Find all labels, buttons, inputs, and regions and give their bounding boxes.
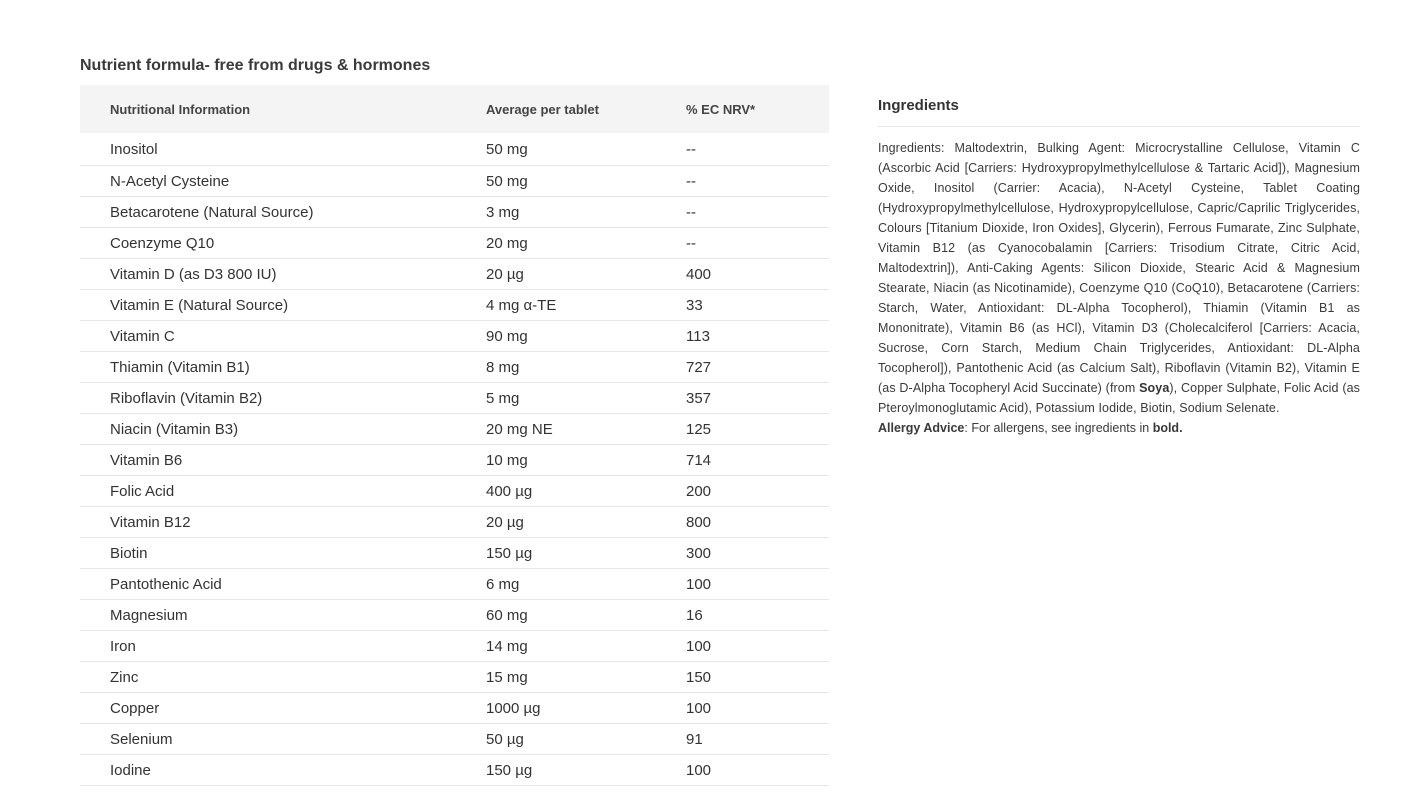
table-header-row: [80, 85, 829, 133]
nutrient-average: 150 µg: [486, 538, 686, 569]
nutrient-name: Vitamin D (as D3 800 IU): [80, 259, 486, 290]
nutrient-nrv: --: [686, 166, 829, 197]
nutrient-name: Betacarotene (Natural Source): [80, 197, 486, 228]
nutrient-nrv: 100: [686, 693, 829, 724]
table-row: [80, 693, 829, 724]
nutrient-name: Vitamin C: [80, 321, 486, 352]
nutrient-name: Biotin: [80, 538, 486, 569]
nutrient-name: Inositol: [80, 133, 486, 166]
header-average-per-tablet: Average per tablet: [486, 101, 599, 117]
nutrient-average: 20 mg NE: [486, 414, 686, 445]
nutrient-average: 150 µg: [486, 755, 686, 786]
table-row: [80, 724, 829, 755]
ingredients-text-part-2: ), Copper Sulphate, Folic Acid (as Pteroylmonoglutamic Acid), Potassium Iodide, Biotin, Sodium Selenate.: [878, 381, 1360, 415]
nutrient-name: Vitamin B12: [80, 507, 486, 538]
table-row: [80, 133, 829, 166]
table-row: [80, 476, 829, 507]
nutrient-name: Iron: [80, 631, 486, 662]
nutrient-name: Copper: [80, 693, 486, 724]
nutrient-name: Vitamin E (Natural Source): [80, 290, 486, 321]
table-row: [80, 662, 829, 693]
table-row: [80, 197, 829, 228]
table-row: [80, 352, 829, 383]
allergy-advice-text: : For allergens, see ingredients in: [964, 421, 1153, 435]
nutrient-nrv: 100: [686, 569, 829, 600]
nutrient-section: [80, 56, 799, 779]
ingredients-text-part-1: Ingredients: Maltodextrin, Bulking Agent: Microcrystalline Cellulose, Vitamin C (Ascorbic Acid [Carriers: Hydroxypropylmethylcellulose & Tartaric Acid]), Magnesium Oxide, Inositol (Carrier: Acacia), N-Acetyl Cysteine, Tablet Coating (Hydroxypropylmethylcellulose, Hydroxypropylcellulose, Capric/Caprilic Triglycerides, Colours [Titanium Dioxide, Iron Oxides], Glycerin), Ferrous Fumarate, Zinc Sulphate, Vitamin B12 (as Cyanocobalamin [Carriers: Trisodium Citrate, Citric Acid, Maltodextrin]), Anti-Caking Agents: Silicon Dioxide, Stearic Acid & Magnesium Stearate, Niacin (as Nicotinamide), Coenzyme Q10 (CoQ10), Betacarotene (Carriers: Starch, Water, Antioxidant: DL-Alpha Tocopherol), Thiamin (Vitamin B1 as Mononitrate), Vitamin B6 (as HCl), Vitamin D3 (Cholecalciferol [Carriers: Acacia, Sucrose, Corn Starch, Medium Chain Triglycerides, Antioxidant: DL-Alpha Tocopherol]), Pantothenic Acid (as Calcium Salt), Riboflavin (Vitamin B2), Vitamin E (as D-Alpha Tocopheryl Acid Succinate) (from: [878, 141, 1360, 395]
nutrient-name: Thiamin (Vitamin B1): [80, 352, 486, 383]
nutrient-nrv: --: [686, 197, 829, 228]
header-nutritional-information: Nutritional Information: [110, 101, 251, 117]
nutrient-average: 8 mg: [486, 352, 686, 383]
nutrient-nrv: 113: [686, 321, 829, 352]
nutrition-table-body: [80, 133, 829, 786]
nutrient-nrv: 150: [686, 662, 829, 693]
table-row: [80, 228, 829, 259]
table-row: [80, 600, 829, 631]
nutrient-nrv: 714: [686, 445, 829, 476]
nutrient-average: 15 mg: [486, 662, 686, 693]
nutrient-average: 50 mg: [486, 133, 686, 166]
table-row: [80, 259, 829, 290]
nutrient-nrv: 16: [686, 600, 829, 631]
nutrient-name: Pantothenic Acid: [80, 569, 486, 600]
nutrient-average: 1000 µg: [486, 693, 686, 724]
nutrient-average: 20 mg: [486, 228, 686, 259]
nutrient-nrv: 727: [686, 352, 829, 383]
table-row: [80, 507, 829, 538]
nutrient-nrv: 200: [686, 476, 829, 507]
nutrient-name: Magnesium: [80, 600, 486, 631]
header-ec-nrv: % EC NRV*: [686, 101, 756, 117]
nutrient-average: 60 mg: [486, 600, 686, 631]
nutrient-average: 6 mg: [486, 569, 686, 600]
nutrient-average: 20 µg: [486, 507, 686, 538]
nutrient-average: 400 µg: [486, 476, 686, 507]
nutrient-nrv: 357: [686, 383, 829, 414]
nutrient-nrv: 300: [686, 538, 829, 569]
nutrient-name: Vitamin B6: [80, 445, 486, 476]
nutrient-name: Niacin (Vitamin B3): [80, 414, 486, 445]
nutrient-name: N-Acetyl Cysteine: [80, 166, 486, 197]
nutrient-average: 5 mg: [486, 383, 686, 414]
table-row: [80, 445, 829, 476]
table-row: [80, 755, 829, 786]
table-row: [80, 166, 829, 197]
nutrient-nrv: 800: [686, 507, 829, 538]
table-row: [80, 631, 829, 662]
nutrient-name: Iodine: [80, 755, 486, 786]
nutrient-name: Zinc: [80, 662, 486, 693]
table-row: [80, 569, 829, 600]
nutrient-nrv: --: [686, 133, 829, 166]
allergy-advice: [878, 418, 1360, 438]
nutrient-name: Coenzyme Q10: [80, 228, 486, 259]
allergy-advice-bold: bold.: [1152, 421, 1183, 435]
nutrient-average: 50 µg: [486, 724, 686, 755]
nutrient-nrv: 33: [686, 290, 829, 321]
allergy-advice-label: Allergy Advice: [878, 421, 965, 435]
nutrient-average: 4 mg α-TE: [486, 290, 686, 321]
nutrient-nrv: 125: [686, 414, 829, 445]
nutrient-name: Selenium: [80, 724, 486, 755]
nutrition-table: [80, 85, 829, 786]
nutrient-nrv: 100: [686, 755, 829, 786]
nutrient-name: Folic Acid: [80, 476, 486, 507]
nutrient-nrv: 400: [686, 259, 829, 290]
nutrient-name: Riboflavin (Vitamin B2): [80, 383, 486, 414]
ingredients-section: [878, 96, 1360, 438]
nutrient-nrv: 100: [686, 631, 829, 662]
nutrient-average: 50 mg: [486, 166, 686, 197]
nutrient-nrv: 91: [686, 724, 829, 755]
nutrient-section-title: Nutrient formula- free from drugs & hormones: [80, 57, 431, 74]
ingredients-text: [878, 138, 1360, 418]
table-row: [80, 321, 829, 352]
nutrient-average: 10 mg: [486, 445, 686, 476]
nutrient-average: 20 µg: [486, 259, 686, 290]
ingredients-allergen-bold: Soya: [1139, 381, 1170, 395]
nutrient-average: 3 mg: [486, 197, 686, 228]
table-row: [80, 383, 829, 414]
table-row: [80, 414, 829, 445]
table-row: [80, 538, 829, 569]
ingredients-title: Ingredients: [878, 96, 1360, 127]
table-row: [80, 290, 829, 321]
nutrient-average: 90 mg: [486, 321, 686, 352]
nutrient-average: 14 mg: [486, 631, 686, 662]
nutrient-nrv: --: [686, 228, 829, 259]
